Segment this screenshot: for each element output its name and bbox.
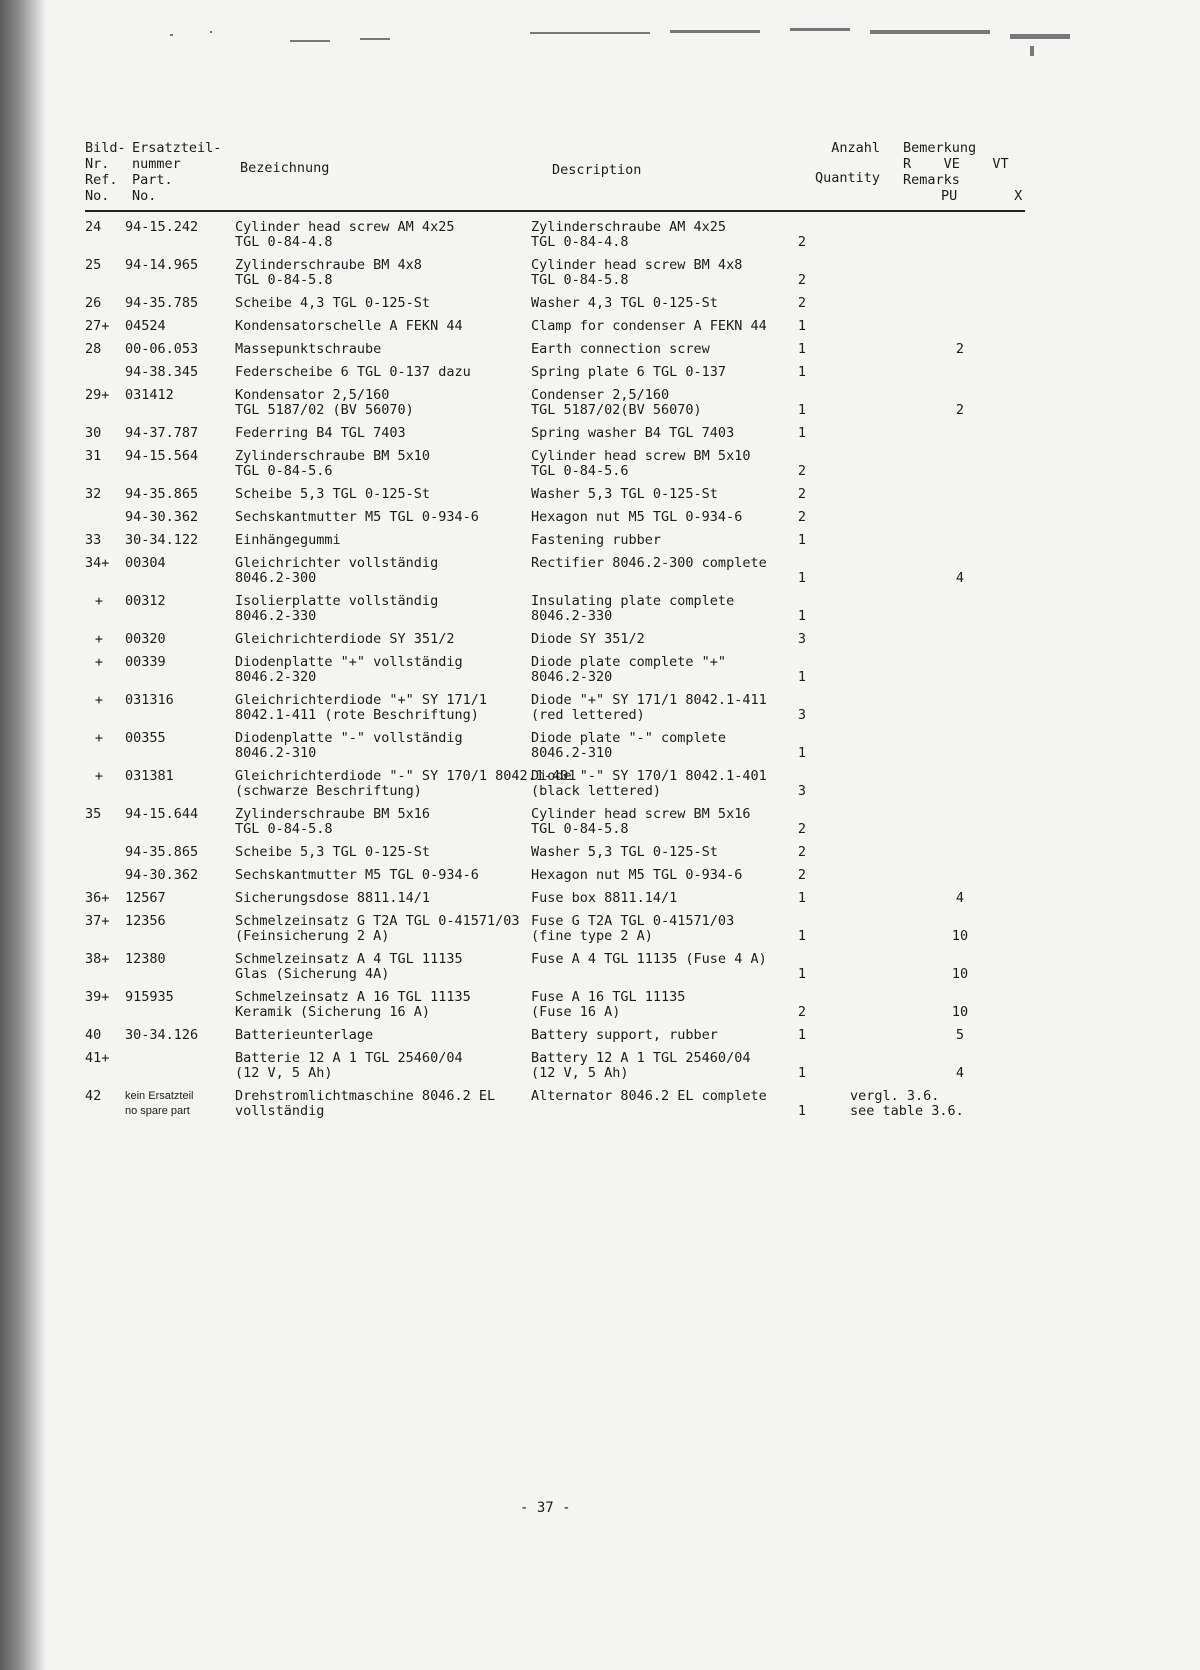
table-row	[85, 487, 1030, 502]
description: Fuse box 8811.14/1	[531, 890, 678, 906]
bezeichnung: Diodenplatte "+" vollständig 8046.2-320	[235, 654, 463, 685]
ref-number: 25	[85, 257, 102, 273]
parts-list-page	[85, 140, 1030, 1119]
ref-number: 40	[85, 1027, 102, 1043]
quantity: 1	[797, 1103, 807, 1119]
ref-number: 36+	[85, 890, 110, 906]
part-number: 031412	[125, 387, 174, 403]
ref-number: 35	[85, 806, 102, 822]
x-value: 4	[955, 1065, 965, 1081]
description: Fuse G T2A TGL 0-41571/03 (fine type 2 A)	[531, 913, 735, 944]
header-rule	[85, 210, 1025, 212]
description: Fuse A 4 TGL 11135 (Fuse 4 A)	[531, 951, 767, 967]
table-row	[85, 319, 1030, 334]
quantity: 2	[797, 486, 807, 502]
quantity: 3	[797, 783, 807, 799]
table-row	[85, 220, 1030, 250]
part-number: 94-30.362	[125, 509, 199, 525]
ref-number: +	[94, 692, 103, 708]
part-number: 031381	[125, 768, 174, 784]
description: Clamp for condenser A FEKN 44	[531, 318, 767, 334]
quantity: 2	[797, 821, 807, 837]
table-row	[85, 914, 1030, 944]
table-row	[85, 868, 1030, 883]
table-row	[85, 632, 1030, 647]
header-description: Description	[552, 162, 642, 178]
table-row	[85, 990, 1030, 1020]
description: Cylinder head screw BM 4x8 TGL 0-84-5.8	[531, 257, 743, 288]
quantity: 3	[797, 631, 807, 647]
ref-number: 27+	[85, 318, 110, 334]
ref-number: 37+	[85, 913, 110, 929]
description: Diode SY 351/2	[531, 631, 645, 647]
ref-number: 31	[85, 448, 102, 464]
ref-number: +	[94, 593, 103, 609]
ref-number: 32	[85, 486, 102, 502]
quantity: 2	[797, 509, 807, 525]
quantity: 1	[797, 608, 807, 624]
scan-noise	[150, 22, 1130, 62]
part-number: 12380	[125, 951, 166, 967]
quantity: 2	[797, 844, 807, 860]
header-ref: Bild- Nr. Ref. No.	[85, 140, 126, 204]
table-row	[85, 342, 1030, 357]
table-row	[85, 556, 1030, 586]
quantity: 2	[797, 1004, 807, 1020]
description: Diode plate "-" complete 8046.2-310	[531, 730, 727, 761]
x-value: 10	[951, 966, 969, 982]
bezeichnung: Federring B4 TGL 7403	[235, 425, 406, 441]
part-number: 94-35.785	[125, 295, 199, 311]
bezeichnung: Kondensatorschelle A FEKN 44	[235, 318, 463, 334]
description: Diode "-" SY 170/1 8042.1-401 (black lettered)	[531, 768, 767, 799]
x-value: 4	[955, 890, 965, 906]
part-number: 94-15.242	[125, 219, 199, 235]
table-row	[85, 655, 1030, 685]
table-row	[85, 258, 1030, 288]
ref-number: +	[94, 631, 103, 647]
table-row	[85, 845, 1030, 860]
table-row	[85, 510, 1030, 525]
quantity: 1	[797, 425, 807, 441]
part-number: 12356	[125, 913, 166, 929]
x-value: 10	[951, 1004, 969, 1020]
quantity: 1	[797, 928, 807, 944]
part-number: 30-34.126	[125, 1027, 199, 1043]
part-number: 94-38.345	[125, 364, 199, 380]
bezeichnung: Scheibe 4,3 TGL 0-125-St	[235, 295, 431, 311]
table-row	[85, 388, 1030, 418]
bezeichnung: Scheibe 5,3 TGL 0-125-St	[235, 844, 431, 860]
ref-number: 28	[85, 341, 102, 357]
x-value: 2	[955, 341, 965, 357]
quantity: 1	[797, 890, 807, 906]
part-number: 12567	[125, 890, 166, 906]
description: Rectifier 8046.2-300 complete	[531, 555, 767, 571]
table-row	[85, 449, 1030, 479]
quantity: 2	[797, 234, 807, 250]
header-part: Ersatzteil- nummer Part. No.	[132, 140, 222, 204]
quantity: 2	[797, 295, 807, 311]
quantity: 1	[797, 1027, 807, 1043]
bezeichnung: Zylinderschraube BM 4x8 TGL 0-84-5.8	[235, 257, 422, 288]
description: Cylinder head screw BM 5x10 TGL 0-84-5.6	[531, 448, 751, 479]
table-row	[85, 1028, 1030, 1043]
ref-number: 29+	[85, 387, 110, 403]
description: Hexagon nut M5 TGL 0-934-6	[531, 867, 743, 883]
part-number: 031316	[125, 692, 174, 708]
part-number: 30-34.122	[125, 532, 199, 548]
table-row	[85, 1089, 1030, 1119]
quantity: 1	[797, 364, 807, 380]
quantity: 2	[797, 463, 807, 479]
ref-number: 42	[85, 1088, 102, 1104]
bezeichnung: Gleichrichter vollständig 8046.2-300	[235, 555, 439, 586]
bezeichnung: Kondensator 2,5/160 TGL 5187/02 (BV 56070)	[235, 387, 414, 418]
x-value: 2	[955, 402, 965, 418]
x-value: 5	[955, 1027, 965, 1043]
description: Fuse A 16 TGL 11135 (Fuse 16 A)	[531, 989, 686, 1020]
part-number: 915935	[125, 989, 174, 1005]
part-number: 00-06.053	[125, 341, 199, 357]
table-row	[85, 731, 1030, 761]
description: Zylinderschraube AM 4x25 TGL 0-84-4.8	[531, 219, 727, 250]
bezeichnung: Federscheibe 6 TGL 0-137 dazu	[235, 364, 471, 380]
ref-number: 38+	[85, 951, 110, 967]
header-remarks: Bemerkung R VE VT Remarks PU X	[903, 140, 1023, 204]
bezeichnung: Schmelzeinsatz A 4 TGL 11135 Glas (Sicherung 4A)	[235, 951, 463, 982]
table-row	[85, 594, 1030, 624]
table-row	[85, 296, 1030, 311]
part-number: 00339	[125, 654, 166, 670]
ref-number: 39+	[85, 989, 110, 1005]
part-number: 94-37.787	[125, 425, 199, 441]
quantity: 3	[797, 707, 807, 723]
quantity: 1	[797, 532, 807, 548]
bezeichnung: Massepunktschraube	[235, 341, 382, 357]
bezeichnung: Sechskantmutter M5 TGL 0-934-6	[235, 867, 479, 883]
description: Earth connection screw	[531, 341, 710, 357]
table-header	[85, 140, 1030, 210]
bezeichnung: Zylinderschraube BM 5x16 TGL 0-84-5.8	[235, 806, 431, 837]
bezeichnung: Drehstromlichtmaschine 8046.2 EL vollständig	[235, 1088, 496, 1119]
ref-number: +	[94, 730, 103, 746]
ref-number: +	[94, 654, 103, 670]
ref-number: 24	[85, 219, 102, 235]
table-row	[85, 952, 1030, 982]
part-number: 94-15.564	[125, 448, 199, 464]
quantity: 1	[797, 745, 807, 761]
description: Fastening rubber	[531, 532, 662, 548]
ref-number: +	[94, 768, 103, 784]
part-number: 94-14.965	[125, 257, 199, 273]
bezeichnung: Gleichrichterdiode "+" SY 171/1 8042.1-411 (rote Beschriftung)	[235, 692, 487, 723]
bezeichnung: Batterie 12 A 1 TGL 25460/04 (12 V, 5 Ah)	[235, 1050, 463, 1081]
table-row	[85, 693, 1030, 723]
description: Hexagon nut M5 TGL 0-934-6	[531, 509, 743, 525]
ref-number: 26	[85, 295, 102, 311]
ref-number: 34+	[85, 555, 110, 571]
description: Spring washer B4 TGL 7403	[531, 425, 735, 441]
bezeichnung: Sicherungsdose 8811.14/1	[235, 890, 431, 906]
part-number: 00312	[125, 593, 166, 609]
bezeichnung: Sechskantmutter M5 TGL 0-934-6	[235, 509, 479, 525]
description: Cylinder head screw BM 5x16 TGL 0-84-5.8	[531, 806, 751, 837]
description: Washer 5,3 TGL 0-125-St	[531, 486, 718, 502]
bezeichnung: Schmelzeinsatz G T2A TGL 0-41571/03 (Feinsicherung 2 A)	[235, 913, 520, 944]
description: Spring plate 6 TGL 0-137	[531, 364, 727, 380]
bezeichnung: Diodenplatte "-" vollständig 8046.2-310	[235, 730, 463, 761]
part-number: 94-30.362	[125, 867, 199, 883]
part-number: 00304	[125, 555, 166, 571]
table-row	[85, 533, 1030, 548]
table-row	[85, 426, 1030, 441]
description: Washer 5,3 TGL 0-125-St	[531, 844, 718, 860]
bezeichnung: Gleichrichterdiode SY 351/2	[235, 631, 455, 647]
table-row	[85, 1051, 1030, 1081]
x-value: 10	[951, 928, 969, 944]
quantity: 1	[797, 966, 807, 982]
header-bezeichnung: Bezeichnung	[240, 160, 330, 176]
description: Battery 12 A 1 TGL 25460/04 (12 V, 5 Ah)	[531, 1050, 751, 1081]
description: Alternator 8046.2 EL complete	[531, 1088, 767, 1104]
scan-edge-shadow	[0, 0, 46, 1670]
bezeichnung: Cylinder head screw AM 4x25 TGL 0-84-4.8	[235, 219, 455, 250]
quantity: 1	[797, 669, 807, 685]
table-row	[85, 769, 1030, 799]
part-number: 94-35.865	[125, 844, 199, 860]
header-quantity: Anzahl Quantity	[814, 140, 880, 186]
description: Insulating plate complete 8046.2-330	[531, 593, 735, 624]
quantity: 1	[797, 570, 807, 586]
quantity: 1	[797, 402, 807, 418]
ref-number: 30	[85, 425, 102, 441]
description: Diode plate complete "+" 8046.2-320	[531, 654, 727, 685]
part-number: kein Ersatzteil no spare part	[125, 1090, 194, 1117]
description: Battery support, rubber	[531, 1027, 718, 1043]
quantity: 1	[797, 1065, 807, 1081]
part-number: 94-15.644	[125, 806, 199, 822]
remark: vergl. 3.6. see table 3.6.	[850, 1088, 964, 1119]
quantity: 1	[797, 318, 807, 334]
part-number: 94-35.865	[125, 486, 199, 502]
x-value: 4	[955, 570, 965, 586]
bezeichnung: Isolierplatte vollständig 8046.2-330	[235, 593, 439, 624]
bezeichnung: Einhängegummi	[235, 532, 341, 548]
quantity: 2	[797, 867, 807, 883]
part-number: 04524	[125, 318, 166, 334]
part-number: 00355	[125, 730, 166, 746]
table-row	[85, 807, 1030, 837]
description: Condenser 2,5/160 TGL 5187/02(BV 56070)	[531, 387, 702, 418]
bezeichnung: Gleichrichterdiode "-" SY 170/1 8042.1-401 (schwarze Beschriftung)	[235, 768, 577, 799]
table-row	[85, 365, 1030, 380]
part-number: 00320	[125, 631, 166, 647]
bezeichnung: Schmelzeinsatz A 16 TGL 11135 Keramik (Sicherung 16 A)	[235, 989, 471, 1020]
quantity: 2	[797, 272, 807, 288]
quantity: 1	[797, 341, 807, 357]
bezeichnung: Scheibe 5,3 TGL 0-125-St	[235, 486, 431, 502]
description: Washer 4,3 TGL 0-125-St	[531, 295, 718, 311]
page-number: - 37 -	[520, 1500, 571, 1516]
description: Diode "+" SY 171/1 8042.1-411 (red lettered)	[531, 692, 767, 723]
ref-number: 41+	[85, 1050, 110, 1066]
table-row	[85, 891, 1030, 906]
bezeichnung: Batterieunterlage	[235, 1027, 374, 1043]
ref-number: 33	[85, 532, 102, 548]
bezeichnung: Zylinderschraube BM 5x10 TGL 0-84-5.6	[235, 448, 431, 479]
